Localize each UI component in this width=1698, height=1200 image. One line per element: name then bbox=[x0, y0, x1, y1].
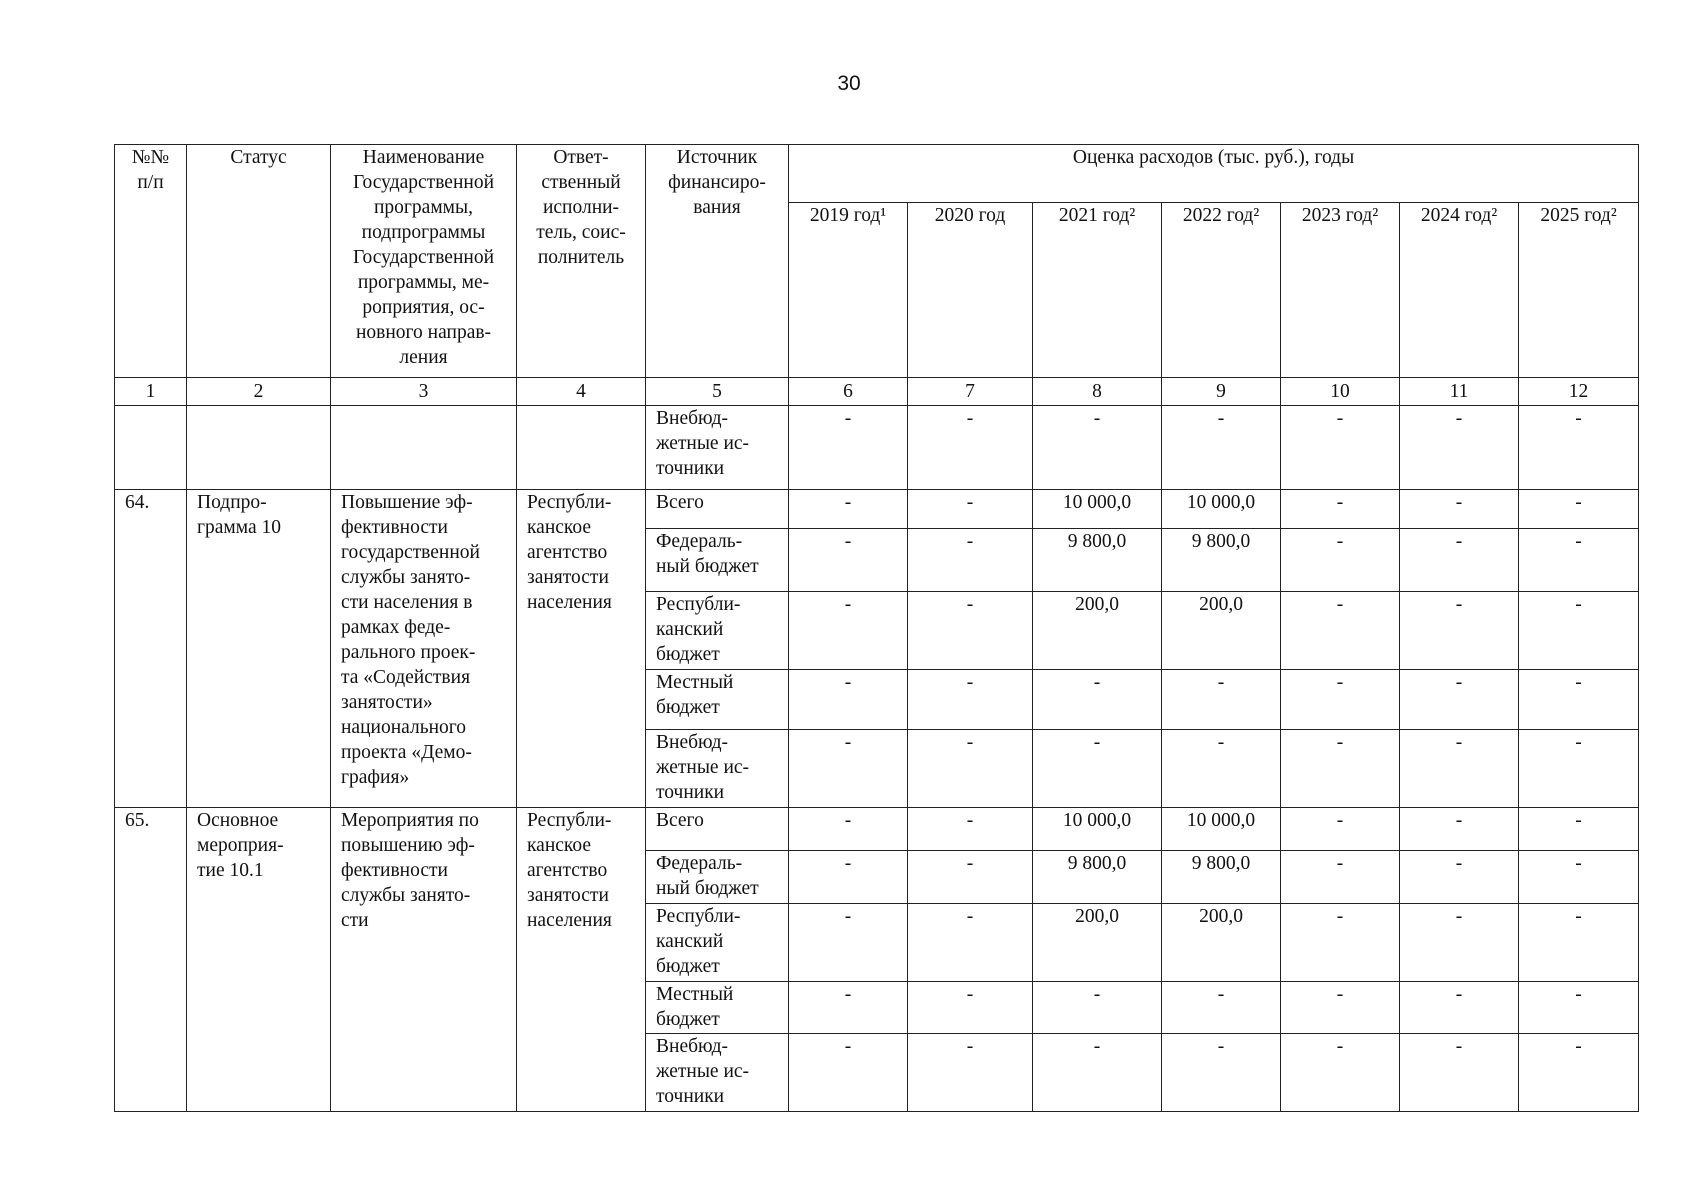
column-number: 4 bbox=[517, 378, 646, 406]
funding-source: Федераль- ный бюджет bbox=[646, 529, 789, 592]
expense-value: - bbox=[789, 982, 908, 1034]
expense-value: - bbox=[1400, 592, 1519, 670]
expense-value: - bbox=[1400, 406, 1519, 490]
row-status: Основное мероприя- тие 10.1 bbox=[187, 808, 331, 1112]
expense-value: - bbox=[1400, 1034, 1519, 1112]
header-num: №№ п/п bbox=[115, 145, 187, 378]
expense-value: - bbox=[789, 406, 908, 490]
row-name: Мероприятия по повышению эф- фективности службы занято- сти bbox=[331, 808, 517, 1112]
expense-value: - bbox=[1400, 730, 1519, 808]
column-number: 2 bbox=[187, 378, 331, 406]
expense-value: 9 800,0 bbox=[1033, 851, 1162, 904]
expense-value: - bbox=[1519, 529, 1639, 592]
column-number: 3 bbox=[331, 378, 517, 406]
expense-value: 9 800,0 bbox=[1033, 529, 1162, 592]
expense-value: - bbox=[908, 670, 1033, 730]
expense-value: 10 000,0 bbox=[1162, 808, 1281, 851]
expense-value: - bbox=[1281, 904, 1400, 982]
header-year: 2022 год² bbox=[1162, 203, 1281, 378]
header-year: 2024 год² bbox=[1400, 203, 1519, 378]
expense-value: - bbox=[1162, 982, 1281, 1034]
expense-value: - bbox=[1162, 670, 1281, 730]
expense-value: - bbox=[789, 851, 908, 904]
header-year: 2021 год² bbox=[1033, 203, 1162, 378]
funding-source: Всего bbox=[646, 808, 789, 851]
expense-value: 200,0 bbox=[1162, 592, 1281, 670]
header-source: Источник финансиро- вания bbox=[646, 145, 789, 378]
expense-value: - bbox=[789, 808, 908, 851]
table-row bbox=[115, 406, 1639, 490]
funding-source: Республи- канский бюджет bbox=[646, 592, 789, 670]
funding-source: Местный бюджет bbox=[646, 670, 789, 730]
expense-value: - bbox=[1400, 529, 1519, 592]
expense-value: - bbox=[908, 592, 1033, 670]
empty-cell bbox=[331, 406, 517, 490]
expense-value: - bbox=[789, 904, 908, 982]
expense-value: 200,0 bbox=[1162, 904, 1281, 982]
column-number: 5 bbox=[646, 378, 789, 406]
header-year: 2019 год¹ bbox=[789, 203, 908, 378]
row-name: Повышение эф- фективности государственной службы занято- сти населения в рамках феде- рального проек- та «Содействия занятости» национального проекта «Демо- графия» bbox=[331, 490, 517, 808]
expense-value: - bbox=[789, 1034, 908, 1112]
expense-value: - bbox=[1519, 904, 1639, 982]
expense-value: - bbox=[1281, 592, 1400, 670]
column-number: 11 bbox=[1400, 378, 1519, 406]
expense-value: - bbox=[908, 1034, 1033, 1112]
expense-value: - bbox=[1281, 490, 1400, 529]
expense-value: 10 000,0 bbox=[1162, 490, 1281, 529]
expense-value: - bbox=[1519, 406, 1639, 490]
funding-source: Федераль- ный бюджет bbox=[646, 851, 789, 904]
expense-value: - bbox=[908, 490, 1033, 529]
expense-value: - bbox=[908, 808, 1033, 851]
column-number: 6 bbox=[789, 378, 908, 406]
expense-value: - bbox=[1519, 851, 1639, 904]
column-number: 8 bbox=[1033, 378, 1162, 406]
row-number: 65. bbox=[115, 808, 187, 1112]
expense-value: - bbox=[1519, 592, 1639, 670]
expense-value: - bbox=[1162, 1034, 1281, 1112]
table-row bbox=[115, 490, 1639, 529]
expense-value: - bbox=[1519, 490, 1639, 529]
expense-value: - bbox=[1033, 670, 1162, 730]
expense-value: - bbox=[1281, 851, 1400, 904]
column-number: 1 bbox=[115, 378, 187, 406]
expense-value: 200,0 bbox=[1033, 904, 1162, 982]
expense-value: - bbox=[1519, 982, 1639, 1034]
funding-source: Внебюд- жетные ис- точники bbox=[646, 406, 789, 490]
expense-value: - bbox=[1033, 730, 1162, 808]
expense-value: 9 800,0 bbox=[1162, 851, 1281, 904]
expense-value: - bbox=[1519, 808, 1639, 851]
column-number-row bbox=[115, 378, 1639, 406]
header-responsible: Ответ- ственный исполни- тель, соис- полнитель bbox=[517, 145, 646, 378]
expense-value: - bbox=[1400, 904, 1519, 982]
expense-value: - bbox=[1519, 1034, 1639, 1112]
funding-source: Местный бюджет bbox=[646, 982, 789, 1034]
row-status: Подпро- грамма 10 bbox=[187, 490, 331, 808]
expense-value: 10 000,0 bbox=[1033, 808, 1162, 851]
expense-value: - bbox=[1281, 670, 1400, 730]
column-number: 7 bbox=[908, 378, 1033, 406]
expense-value: 9 800,0 bbox=[1162, 529, 1281, 592]
expense-value: - bbox=[1162, 406, 1281, 490]
expense-value: - bbox=[1400, 490, 1519, 529]
expense-value: - bbox=[1281, 406, 1400, 490]
expense-value: - bbox=[908, 529, 1033, 592]
expense-value: - bbox=[908, 904, 1033, 982]
expense-value: 200,0 bbox=[1033, 592, 1162, 670]
expense-value: - bbox=[1400, 851, 1519, 904]
expense-value: 10 000,0 bbox=[1033, 490, 1162, 529]
header-status: Статус bbox=[187, 145, 331, 378]
column-number: 9 bbox=[1162, 378, 1281, 406]
column-number: 12 bbox=[1519, 378, 1639, 406]
funding-source: Внебюд- жетные ис- точники bbox=[646, 1034, 789, 1112]
funding-source: Внебюд- жетные ис- точники bbox=[646, 730, 789, 808]
expense-value: - bbox=[789, 490, 908, 529]
expense-value: - bbox=[789, 529, 908, 592]
expense-value: - bbox=[1281, 982, 1400, 1034]
empty-cell bbox=[187, 406, 331, 490]
expense-value: - bbox=[789, 592, 908, 670]
expense-value: - bbox=[1033, 982, 1162, 1034]
header-year: 2025 год² bbox=[1519, 203, 1639, 378]
expense-value: - bbox=[1400, 808, 1519, 851]
header-name: Наименование Государственной программы, подпрограммы Государственной программы, ме- роприятия, ос- новного направ- ления bbox=[331, 145, 517, 378]
header-year: 2020 год bbox=[908, 203, 1033, 378]
budget-table bbox=[114, 144, 1639, 1112]
row-responsible: Республи- канское агентство занятости населения bbox=[517, 490, 646, 808]
expense-value: - bbox=[908, 851, 1033, 904]
expense-value: - bbox=[1519, 670, 1639, 730]
expense-value: - bbox=[1281, 1034, 1400, 1112]
funding-source: Республи- канский бюджет bbox=[646, 904, 789, 982]
expense-value: - bbox=[789, 670, 908, 730]
expense-value: - bbox=[908, 730, 1033, 808]
expense-value: - bbox=[1281, 808, 1400, 851]
expense-value: - bbox=[1281, 529, 1400, 592]
expense-value: - bbox=[1400, 670, 1519, 730]
header-year: 2023 год² bbox=[1281, 203, 1400, 378]
empty-cell bbox=[517, 406, 646, 490]
expense-value: - bbox=[1281, 730, 1400, 808]
column-number: 10 bbox=[1281, 378, 1400, 406]
expense-value: - bbox=[789, 730, 908, 808]
expense-value: - bbox=[1033, 406, 1162, 490]
table-row bbox=[115, 808, 1639, 851]
expense-value: - bbox=[908, 982, 1033, 1034]
expense-value: - bbox=[1162, 730, 1281, 808]
funding-source: Всего bbox=[646, 490, 789, 529]
row-number: 64. bbox=[115, 490, 187, 808]
expense-value: - bbox=[1519, 730, 1639, 808]
header-expenses: Оценка расходов (тыс. руб.), годы bbox=[789, 145, 1639, 203]
expense-value: - bbox=[1033, 1034, 1162, 1112]
expense-value: - bbox=[908, 406, 1033, 490]
page-number: 30 bbox=[837, 72, 861, 95]
empty-cell bbox=[115, 406, 187, 490]
expense-value: - bbox=[1400, 982, 1519, 1034]
row-responsible: Республи- канское агентство занятости населения bbox=[517, 808, 646, 1112]
